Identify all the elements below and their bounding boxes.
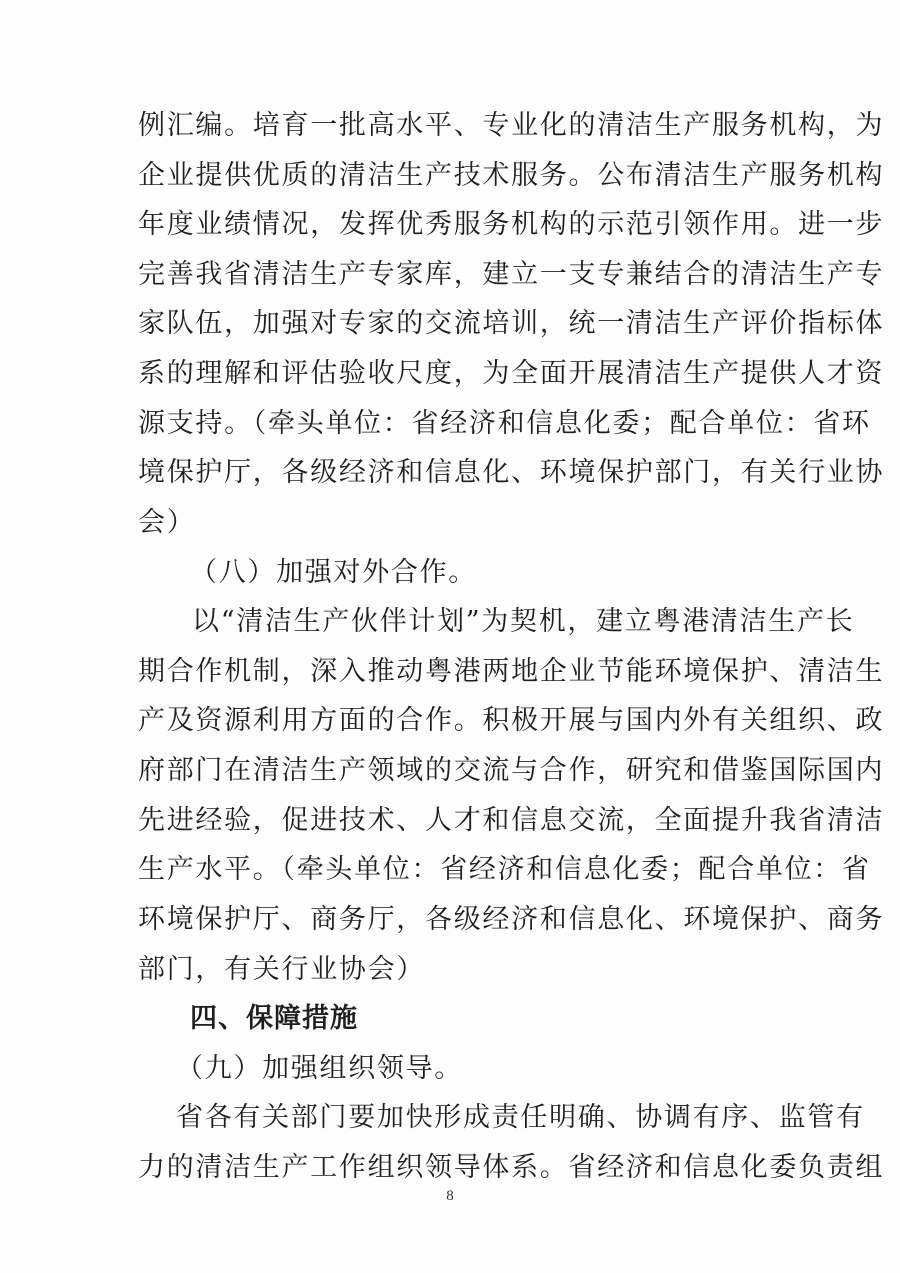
- body-text-line: 期合作机制，深入推动粤港两地企业节能环境保护、清洁生: [138, 656, 885, 687]
- body-text-line: 部门，有关行业协会）: [138, 954, 425, 985]
- section-heading: 四、保障措施: [190, 1003, 358, 1034]
- section-subheading: （九）加强组织领导。: [176, 1053, 463, 1084]
- page-number: 8: [446, 1188, 454, 1204]
- body-text-line: 会）: [138, 507, 196, 538]
- body-text-line: 产及资源利用方面的合作。积极开展与国内外有关组织、政: [138, 705, 885, 736]
- body-text-line: 企业提供优质的清洁生产技术服务。公布清洁生产服务机构: [138, 160, 885, 191]
- paragraph-first-line: 省各有关部门要加快形成责任明确、协调有序、监管有: [176, 1102, 865, 1133]
- body-text-line: 源支持。（牵头单位：省经济和信息化委；配合单位：省环: [138, 408, 871, 439]
- body-text-line: 完善我省清洁生产专家库，建立一支专兼结合的清洁生产专: [138, 259, 885, 290]
- body-text-line: 先进经验，促进技术、人才和信息交流，全面提升我省清洁: [138, 805, 885, 836]
- body-text-line: 生产水平。（牵头单位：省经济和信息化委；配合单位：省: [138, 854, 871, 885]
- body-text-line: 年度业绩情况，发挥优秀服务机构的示范引领作用。进一步: [138, 209, 885, 240]
- paragraph-first-line: 以“清洁生产伙伴计划”为契机，建立粤港清洁生产长: [192, 606, 855, 637]
- body-text-line: 家队伍，加强对专家的交流培训，统一清洁生产评价指标体: [138, 308, 885, 339]
- body-text-line: 例汇编。培育一批高水平、专业化的清洁生产服务机构，为: [138, 110, 885, 141]
- section-subheading: （八）加强对外合作。: [190, 557, 477, 588]
- body-text-line: 境保护厅，各级经济和信息化、环境保护部门，有关行业协: [138, 457, 885, 488]
- body-text-line: 系的理解和评估验收尺度，为全面开展清洁生产提供人才资: [138, 358, 885, 389]
- body-text-line: 环境保护厅、商务厅，各级经济和信息化、环境保护、商务: [138, 904, 885, 935]
- body-text-line: 府部门在清洁生产领域的交流与合作，研究和借鉴国际国内: [138, 755, 885, 786]
- body-text-line: 力的清洁生产工作组织领导体系。省经济和信息化委负责组: [138, 1152, 885, 1183]
